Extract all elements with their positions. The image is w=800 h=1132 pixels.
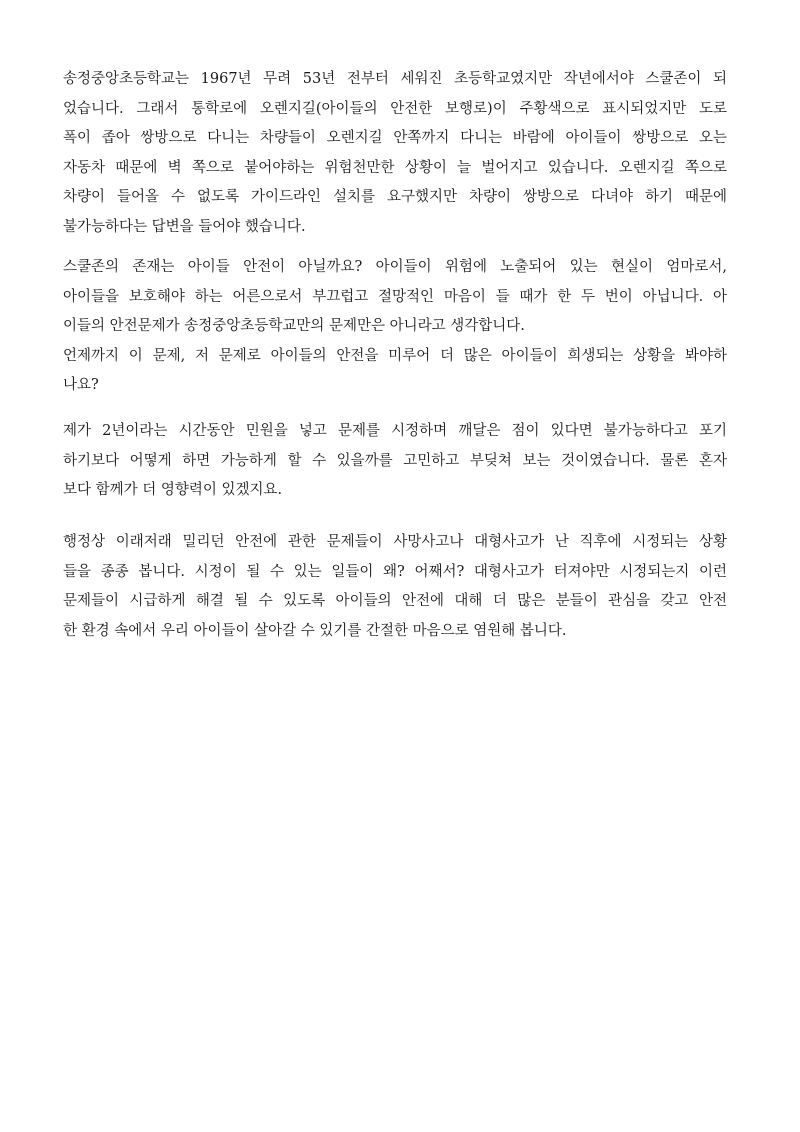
- text-line: 송정중앙초등학교는 1967년 무려 53년 전부터 세워진 초등학교였지만 작년에서야 스쿨존이 되: [63, 71, 727, 87]
- text-line: 었습니다. 그래서 통학로에 오렌지길(아이들의 안전한 보행로)이 주황색으로 표시되었지만 도로: [63, 100, 727, 117]
- paragraph-child-safety-concern: [63, 253, 727, 401]
- text-line: 보다 함께가 더 영향력이 있겠지요.: [63, 482, 283, 498]
- text-line: 제가 2년이라는 시간동안 민원을 넣고 문제를 시정하며 깨달은 점이 있다면 불가능하다고 포기: [63, 423, 727, 439]
- text-line: 폭이 좁아 쌍방으로 다니는 차량들이 오렌지길 안쪽까지 다니는 바람에 아이들이 쌍방으로 오는: [63, 130, 727, 146]
- paragraph-school-zone-history: [63, 65, 727, 242]
- text-line: 자동차 때문에 벽 쪽으로 붙어야하는 위험천만한 상황이 늘 벌어지고 있습니다. 오렌지길 쪽으로: [63, 159, 727, 176]
- text-line: 들을 종종 봅니다. 시정이 될 수 있는 일들이 왜? 어째서? 대형사고가 터져야만 시정되는지 이런: [63, 563, 727, 580]
- text-line: 불가능하다는 답변을 들어야 했습니다.: [63, 218, 306, 235]
- text-line: 차량이 들어올 수 없도록 가이드라인 설치를 요구했지만 차량이 쌍방으로 다녀야 하기 때문에: [63, 189, 727, 205]
- text-line: 아이들을 보호해야 하는 어른으로서 부끄럽고 절망적인 마음이 들 때가 한 두 번이 아닙니다. 아: [63, 288, 727, 305]
- text-line: 하기보다 어떻게 하면 가능하게 할 수 있을까를 고민하고 부딪쳐 보는 것이였습니다. 물론 혼자: [63, 452, 727, 469]
- text-line: 스쿨존의 존재는 아이들 안전이 아닐까요? 아이들이 위험에 노출되어 있는 현실이 엄마로서,: [63, 259, 727, 275]
- text-line: 행정상 이래저래 밀리던 안전에 관한 문제들이 사망사고나 대형사고가 난 직후에 시정되는 상황: [63, 534, 727, 550]
- text-line: 나요?: [63, 377, 99, 393]
- text-line: 언제까지 이 문제, 저 문제로 아이들의 안전을 미루어 더 많은 아이들이 희생되는 상황을 봐야하: [63, 347, 727, 364]
- text-line: 한 환경 속에서 우리 아이들이 살아갈 수 있기를 간절한 마음으로 염원해 봅니다.: [63, 622, 567, 639]
- text-line: 이들의 안전문제가 송정중앙초등학교만의 문제만은 아니라고 생각합니다.: [63, 318, 525, 334]
- text-line: 문제들이 시급하게 해결 될 수 있도록 아이들의 안전에 대해 더 많은 분들이 관심을 갖고 안전: [63, 593, 727, 609]
- paragraph-closing-wish: [63, 528, 727, 646]
- paragraph-two-year-effort: [63, 417, 727, 506]
